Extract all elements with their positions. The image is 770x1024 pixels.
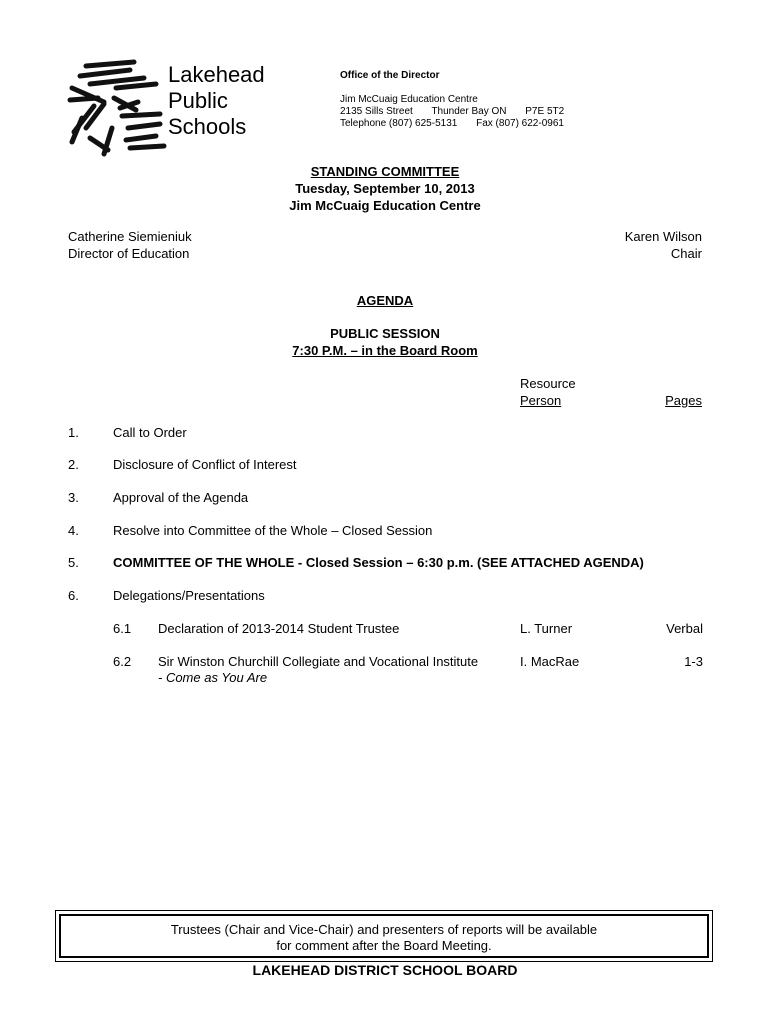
subitem-note: - Come as You Are	[158, 670, 268, 685]
logo-line-1: Lakehead	[168, 62, 265, 87]
item-number: 6.	[68, 588, 79, 603]
subitem-resource: I. MacRae	[520, 654, 580, 669]
note-line-1: Trustees (Chair and Vice-Chair) and presenters of reports will be available	[170, 922, 598, 937]
trustee-note-box	[55, 910, 713, 962]
meeting-location: Jim McCuaig Education Centre	[289, 198, 481, 213]
item-number: 4.	[68, 523, 79, 538]
resource-column-header	[520, 375, 576, 409]
director-role: Director of Education	[68, 246, 190, 261]
note-line-2: for comment after the Board Meeting.	[276, 938, 492, 953]
subitem-number: 6.2	[113, 654, 132, 669]
office-phone: Telephone (807) 625-5131	[340, 118, 458, 129]
session-time: 7:30 P.M. – in the Board Room	[292, 343, 478, 358]
office-city: Thunder Bay ON	[431, 106, 507, 117]
subitem-pages: 1-3	[684, 654, 703, 669]
logo-line-2: Public	[168, 88, 228, 113]
office-address-block	[340, 70, 564, 130]
subitem-text: Sir Winston Churchill Collegiate and Vocational Institute	[158, 654, 479, 669]
agenda-heading	[0, 292, 770, 309]
resource-header-line-2: Person	[520, 393, 562, 408]
item-text: Resolve into Committee of the Whole – Closed Session	[113, 523, 433, 538]
logo-wordmark	[168, 62, 265, 140]
office-street: 2135 Sills Street	[340, 106, 413, 117]
resource-header-line-1: Resource	[520, 376, 576, 391]
office-title: Office of the Director	[340, 70, 440, 81]
meeting-title: STANDING COMMITTEE	[310, 164, 460, 179]
session-heading	[0, 325, 770, 359]
item-text: Approval of the Agenda	[113, 490, 249, 505]
director-block	[68, 228, 192, 262]
chair-block	[625, 228, 702, 262]
subitem-text-block	[158, 654, 508, 686]
chair-role: Chair	[670, 246, 702, 261]
item-text: Delegations/Presentations	[113, 588, 265, 603]
office-fax: Fax (807) 622-0961	[476, 118, 564, 129]
session-title: PUBLIC SESSION	[330, 326, 440, 341]
trustee-note	[59, 914, 709, 958]
chair-name: Karen Wilson	[624, 229, 702, 244]
subitem-resource: L. Turner	[520, 621, 573, 636]
meeting-heading	[0, 163, 770, 214]
logo-line-3: Schools	[168, 114, 247, 139]
item-number: 3.	[68, 490, 79, 505]
item-number: 5.	[68, 555, 79, 570]
agenda-title: AGENDA	[356, 293, 414, 308]
item-text: Disclosure of Conflict of Interest	[113, 457, 297, 472]
subitem-pages: Verbal	[666, 621, 703, 636]
item-text: COMMITTEE OF THE WHOLE - Closed Session – 6:30 p.m. (SEE ATTACHED AGENDA)	[113, 555, 644, 570]
office-postal: P7E 5T2	[525, 106, 565, 117]
director-name: Catherine Siemieniuk	[68, 229, 192, 244]
item-text: Call to Order	[113, 425, 187, 440]
subitem-text: Declaration of 2013-2014 Student Trustee	[158, 621, 400, 636]
office-building: Jim McCuaig Education Centre	[340, 94, 478, 105]
item-number: 2.	[68, 457, 79, 472]
board-footer: LAKEHEAD DISTRICT SCHOOL BOARD	[252, 962, 518, 978]
item-number: 1.	[68, 425, 79, 440]
subitem-number: 6.1	[113, 621, 132, 636]
meeting-date: Tuesday, September 10, 2013	[295, 181, 475, 196]
pages-column-header: Pages	[665, 393, 702, 408]
